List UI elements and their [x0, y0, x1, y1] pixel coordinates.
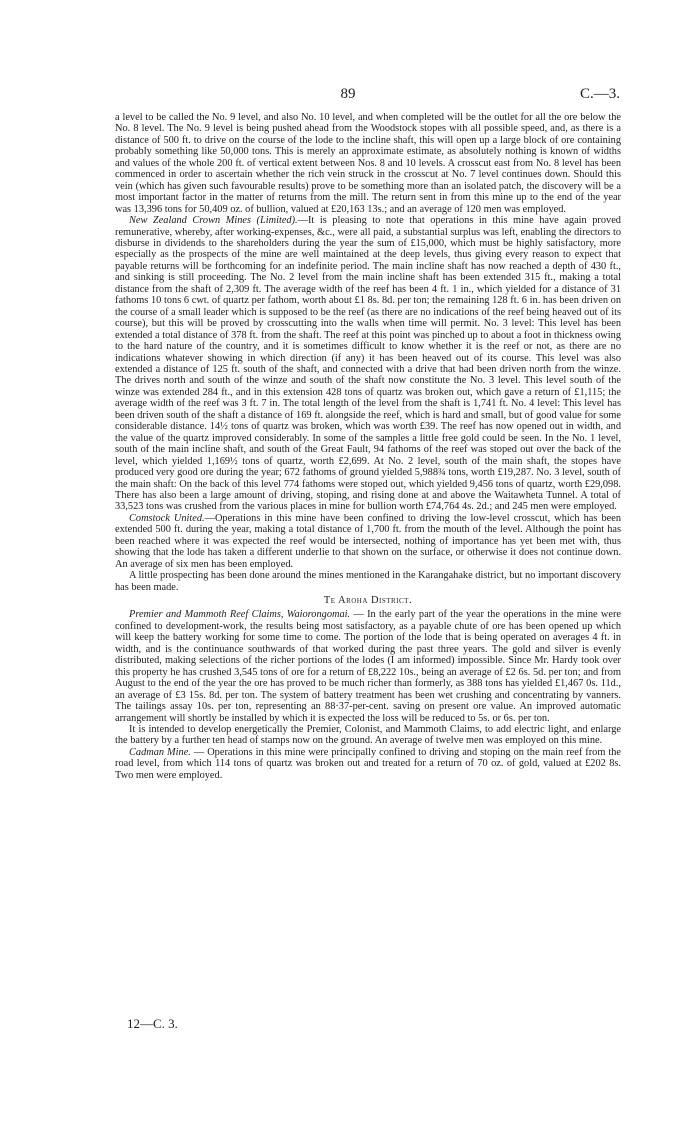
cadman-text: — Operations in this mine were principally confined to driving and stoping on the main reef from the road level, from which 114 tons of quartz was broken out and treated for a return of 70 oz. of gold, valued at £202 8s. Two men were employed.	[115, 746, 621, 781]
premier-title: Premier and Mammoth Reef Claims, Waiorongomai.	[129, 609, 351, 621]
body-text	[115, 112, 621, 781]
paragraph-prospecting: A little prospecting has been done around the mines mentioned in the Karangahake district, but no important discovery has been made.	[115, 570, 621, 593]
document-reference: C.—3.	[579, 86, 620, 102]
paragraph-continuation: a level to be called the No. 9 level, and also No. 10 level, and when completed will be the outlet for all the ore below the No. 8 level. The No. 9 level is being pushed ahead from the Woodstock stopes with all possible speed, and, as there is a distance of 500 ft. to drive on the course of the lode to the incline shaft, this will open up a large block of ore containing probably something like 50,000 tons. This is merely an approximate estimate, as absolutely nothing is known of widths and values of the whole 200 ft. of vertical extent between Nos. 8 and 10 levels. A crosscut east from No. 8 level has been commenced in order to ascertain whether the rich vein struck in the crosscut at No. 7 level continues down. Should this vein (which has given such favourable results) prove to be something more than an isolated patch, the discovery will be a most important factor in the matter of returns from the mill. The return sent in from this mine up to the end of the year was 13,396 tons for 50,409 oz. of bullion, valued at £20,163 13s.; and an average of 120 men was employed.	[115, 112, 621, 215]
signature-mark: 12—C. 3.	[127, 1016, 178, 1031]
premier-text: — In the early part of the year the operations in the mine were confined to development-work, the results being most satisfactory, as a payable chute of ore has been opened up which will keep the battery working for some time to come. The portion of the lode that is being operated on averages 4 ft. in width, and is the continuance southwards of that worked during the past three years. The gold and silver is evenly distributed, making selections of the richer portions of the lodes (I am informed) impossible. Since Mr. Hardy took over this property he has crushed 3,545 tons of ore for a return of £8,222 10s., being an average of £2 6s. 5d. per ton; and from August to the end of the year the ore has proved to be much richer than formerly, as 388 tons has yielded £1,467 0s. 11d., an average of £3 15s. 8d. per ton. The system of battery treatment has been wet crushing and concentrating by vanners. The tailings assay 10s. per ton, representing an 88·37-per-cent. saving on present ore value. An improved automatic arrangement will shortly be installed by which it is expected the loss will be reduced to 5s. or 6s. per ton.	[115, 609, 621, 724]
paragraph-comstock-united	[115, 513, 621, 570]
comstock-text: —Operations in this mine have been confined to driving the low-level crosscut, which has been extended 500 ft. during the year, making a total distance of 1,700 ft. from the mouth of the level. Although the point has been reached where it was expected the reef would be intersected, nothing of importance has yet been met with, thus showing that the lode has taken a different underlie to that shown on the surface, or otherwise it does not continue down. An average of six men has been employed.	[115, 512, 621, 570]
nz-crown-mines-text: —It is pleasing to note that operations in this mine have again proved remunerative, whereby, after working-expenses, &c., were all paid, a substantial surplus was left, enabling the directors to disburse in dividends to the shareholders during the year the sum of £15,000, which must be highly satisfactory, more especially as the prospects of the mine are well maintained at the deep levels, thus giving every reason to expect that payable returns will be forthcoming for an indefinite period. The main incline shaft has now reached a depth of 430 ft., and sinking is still proceeding. The No. 2 level from the main incline shaft has been extended 315 ft., making a total distance from the shaft of 2,309 ft. The average width of the reef has been 4 ft. 1 in., which yielded for a distance of 31 fathoms 10 tons 6 cwt. of quartz per fathom, worth about £1 8s. 8d. per ton; the remaining 128 ft. 6 in. has been driven on the course of a small leader which is supposed to be the reef (as there are no indications of the reef being heaved out of its course), but this will be proved by crosscutting into the walls when time will permit. No. 3 level: This level has been extended a total distance of 378 ft. from the shaft. The reef at this point was pinched up to about a foot in thickness owing to the hard nature of the country, and it is sometimes difficult to know whether it is the reef or not, as there are no indications whatever showing in which direction (if any) it has been heaved out of its course. This level was also extended a distance of 125 ft. south of the shaft, and connected with a drive that had been driven north from the winze. The drives north and south of the winze and south of the shaft now constitute the No. 3 level. This level south of the winze was extended 284 ft., and in this extension 428 tons of quartz was broken out, which gave a return of £1,115; the average width of the reef was 3 ft. 7 in. The total length of the level from the shaft is 1,741 ft. No. 4 level: This level has been driven south of the shaft a distance of 169 ft. alongside the reef, which is hard and small, but of good value for some considerable distance. 14½ tons of quartz was broken, which was worth £39. The reef has now opened out in width, and the value of the quartz improved considerably. In some of the samples a little free gold could be seen. In the No. 1 level, south of the main incline shaft, and south of the Great Fault, 94 fathoms of the reef was stoped out over the back of the level, which yielded 1,169½ tons of quartz, worth £2,699. At No. 2 level, south of the main shaft, the stopes have produced very good ore during the year; 672 fathoms of ground yielded 5,988¾ tons, worth £19,287. No. 3 level, south of the main shaft: On the back of this level 774 fathoms were stoped out, which yielded 9,456 tons of quartz, worth £29,098. There has also been a large amount of driving, stoping, and rising done at and above the Waitawheta Tunnel. A total of 33,523 tons was crushed from the various places in mine for bullion worth £74,764 4s. 2d.; and 245 men were employed.	[115, 215, 621, 513]
paragraph-cadman-mine	[115, 747, 621, 781]
comstock-title: Comstock United.	[129, 512, 205, 524]
nz-crown-mines-title: New Zealand Crown Mines (Limited).	[129, 215, 298, 227]
page-number: 89	[340, 86, 356, 102]
paragraph-development-plans: It is intended to develop energetically the Premier, Colonist, and Mammoth Claims, to add electric light, and enlarge the battery by a further ten head of stamps now on the ground. An average of twelve men was employed on this mine.	[115, 724, 621, 747]
section-heading-te-aroha: Te Aroha District.	[323, 595, 413, 607]
paragraph-nz-crown-mines	[115, 215, 621, 513]
cadman-title: Cadman Mine.	[129, 746, 191, 758]
paragraph-premier-mammoth	[115, 609, 621, 724]
